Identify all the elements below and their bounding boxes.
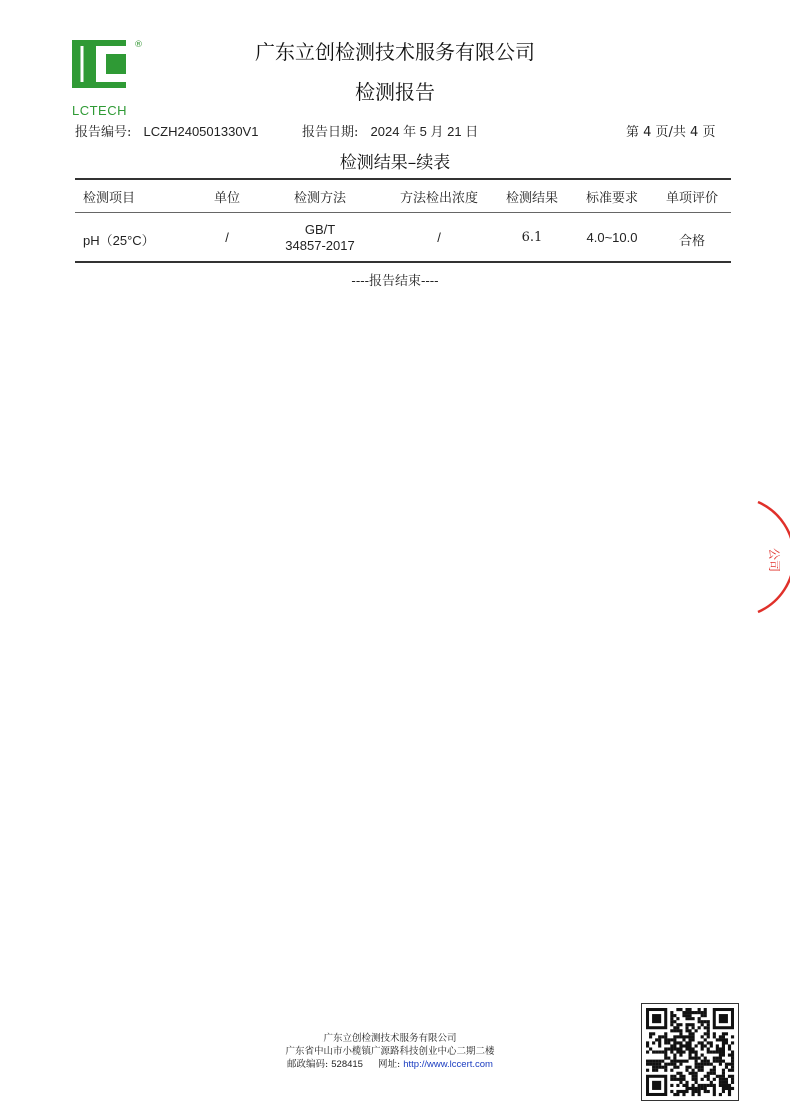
footer-contact [255, 1058, 525, 1071]
table-top-rule [75, 178, 731, 180]
footer-address: 广东省中山市小榄镇广源路科技创业中心二期二楼 [285, 1046, 495, 1057]
company-title: 广东立创检测技术服务有限公司 [255, 40, 535, 64]
report-number-label: 报告编号: [75, 125, 132, 140]
footer-website-label: 网址: [377, 1059, 401, 1070]
cell-detection-limit: / [437, 230, 441, 245]
col-header-detection-limit: 方法检出浓度 [399, 191, 478, 206]
footer-postcode: 528415 [331, 1059, 363, 1070]
col-header-evaluation: 单项评价 [665, 191, 718, 206]
cell-evaluation: 合格 [678, 234, 705, 249]
company-seal-stamp-icon [750, 498, 790, 616]
report-end-mark: ----报告结束---- [351, 274, 439, 289]
registered-mark: ® [134, 40, 143, 50]
report-number [75, 121, 258, 140]
report-date [302, 121, 478, 140]
footer-company: 广东立创检测技术服务有限公司 [323, 1033, 457, 1044]
report-date-label: 报告日期: [302, 125, 359, 140]
page-indicator: 第 4 页/共 4 页 [626, 125, 716, 140]
footer-postcode-label: 邮政编码: [287, 1059, 329, 1070]
cell-unit: / [225, 230, 229, 245]
cell-method-line2: 34857-2017 [285, 238, 355, 253]
report-title: 检测报告 [355, 80, 435, 104]
section-title: 检测结果–续表 [339, 153, 451, 173]
logo-brand-text: LCTECH [72, 103, 128, 118]
col-header-requirement: 标准要求 [585, 191, 638, 206]
cell-requirement: 4.0~10.0 [586, 230, 638, 245]
cell-result: 6.1 [521, 230, 543, 245]
col-header-unit: 单位 [213, 191, 240, 206]
cell-item: pH（25°C） [83, 233, 155, 248]
col-header-item: 检测项目 [83, 191, 136, 206]
qr-code-icon [641, 1003, 739, 1101]
cell-method-line1: GB/T [304, 222, 336, 237]
table-header-rule [75, 212, 731, 213]
col-header-method: 检测方法 [293, 191, 346, 206]
table-bottom-rule [75, 261, 731, 263]
footer-website-link[interactable]: http://www.lccert.com [403, 1059, 493, 1070]
footer [255, 1032, 525, 1071]
report-number-value: LCZH240501330V1 [143, 124, 259, 139]
svg-text:公司: 公司 [767, 548, 781, 573]
col-header-result: 检测结果 [505, 191, 558, 206]
report-date-value: 2024 年 5 月 21 日 [370, 124, 479, 139]
